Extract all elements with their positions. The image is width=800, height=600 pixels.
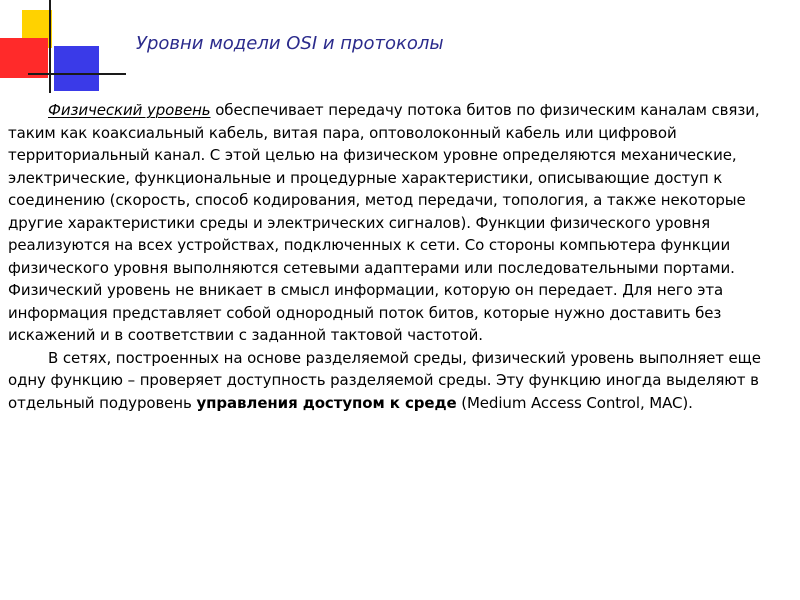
bold-term-mac: управления доступом к среде [196, 393, 457, 412]
horizontal-line-decoration [28, 73, 126, 75]
blue-square-decoration [54, 46, 99, 91]
paragraph-text-before: В сетях, построенных на основе разделяемой среды, физический уровень выполняет еще одну функцию – проверяет доступность разделяемой среды. Эту функцию иногда выделяют в отдельный подуровень [8, 348, 761, 412]
slide-body [8, 99, 794, 414]
vertical-line-decoration [49, 0, 51, 93]
slide-title: Уровни модели OSI и протоколы [136, 33, 444, 54]
paragraph-text-after: (Medium Access Control, MAC). [456, 393, 693, 412]
term-physical-layer: Физический уровень [48, 101, 211, 119]
red-square-decoration [0, 38, 48, 78]
paragraph-mac-sublayer [8, 347, 794, 415]
paragraph-text: обеспечивает передачу потока битов по физическим каналам связи, таким как коаксиальный кабель, витая пара, оптоволоконный кабель или цифровой территориальный канал. С этой целью на физическом уровне определяются механические, электрические, функциональные и процедурные характеристики, описывающие доступ к соединению (скорость, способ кодирования, метод передачи, топология, а также некоторые другие характеристики среды и электрических сигналов). Функции физического уровня реализуются на всех устройствах, подключенных к сети. Со стороны компьютера функции физического уровня выполняются сетевыми адаптерами или последовательными портами. Физический уровень не вникает в смысл информации, которую он передает. Для него эта информация представляет собой однородный поток битов, которые нужно доставить без искажений и в соответствии с заданной тактовой частотой. [8, 101, 760, 344]
paragraph-physical-layer [8, 99, 794, 347]
